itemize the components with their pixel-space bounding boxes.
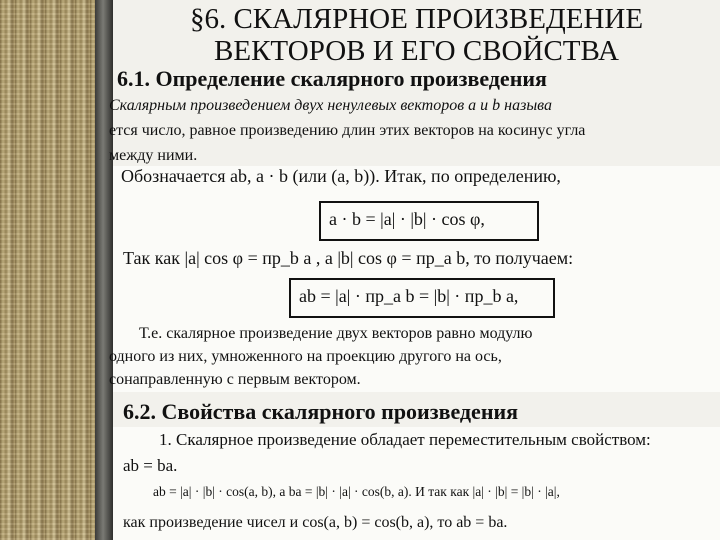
since-line: Так как |a| cos φ = пр_b a , а |b| cos φ = пр_a b, то получаем: (123, 248, 574, 268)
section1-heading: 6.1. Определение скалярного произведения (117, 66, 547, 91)
section2-heading: 6.2. Свойства скалярного произведения (123, 399, 519, 424)
definition-line-1: Скалярным произведением двух ненулевых векторов a и b называ (109, 97, 552, 114)
title-line-2: ВЕКТОРОВ И ЕГО СВОЙСТВА (214, 35, 619, 67)
notation-line: Обозначается ab, a · b (или (a, b)). Итак, по определению, (121, 166, 561, 186)
title-line-1: §6. СКАЛЯРНОЕ ПРОИЗВЕДЕНИЕ (189, 3, 644, 35)
projection-formula: ab = |a| · пр_a b = |b| · пр_b a, (299, 286, 519, 306)
property1-line-4: как произведение чисел и cos(a, b) = cos(b, a), то ab = ba. (123, 514, 508, 531)
definition-line-2: ется число, равное произведению длин этих векторов на косинус угла (109, 122, 586, 139)
definition-formula: a · b = |a| · |b| · cos φ, (329, 209, 485, 229)
conclusion-line-1: Т.е. скалярное произведение двух векторов равно модулю (139, 325, 533, 342)
conclusion-line-2: одного из них, умноженного на проекцию другого на ось, (109, 348, 502, 365)
conclusion-line-3: сонаправленную с первым вектором. (109, 371, 361, 388)
slide-content (109, 0, 720, 540)
property1-line-1: 1. Скалярное произведение обладает переместительным свойством: (159, 430, 651, 449)
definition-line-3: между ними. (109, 147, 198, 164)
gold-decorative-bar (0, 0, 95, 540)
dark-decorative-bar (95, 0, 113, 540)
property1-line-2: ab = ba. (123, 456, 178, 475)
property1-line-3: ab = |a| · |b| · cos(a, b), а ba = |b| · |a| · cos(b, a). И так как |a| · |b| = |b| · |a|, (153, 484, 560, 499)
